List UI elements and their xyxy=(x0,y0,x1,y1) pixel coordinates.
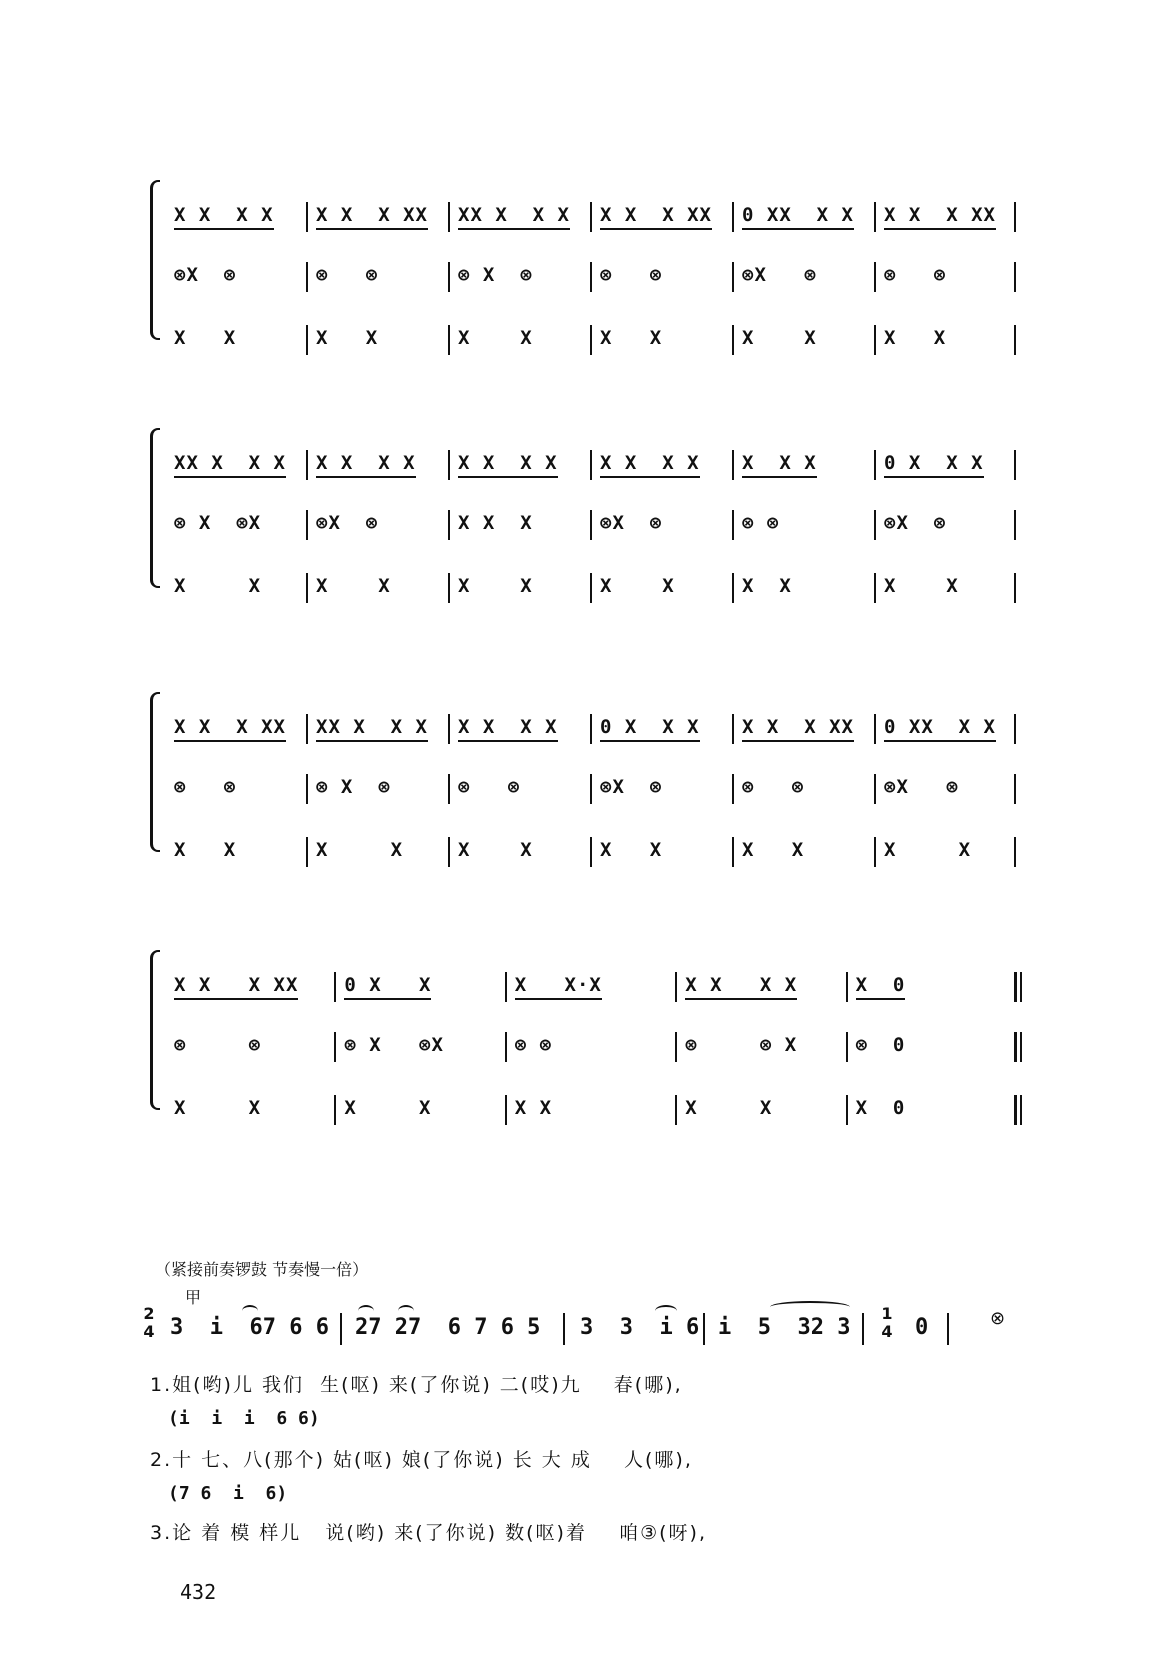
melody-measure: 0 xyxy=(915,1315,929,1340)
barline xyxy=(306,774,308,804)
barline xyxy=(334,1095,336,1125)
measure-notes: ⊗ ⊗ xyxy=(600,264,663,286)
perc-line-2: (7 6 i 6) xyxy=(168,1483,288,1504)
staff-row xyxy=(168,262,1020,292)
barline xyxy=(1014,714,1016,744)
barline xyxy=(732,325,734,355)
measure-notes: ⊗ ⊗ xyxy=(316,264,379,286)
measure-notes: 0 XX X X xyxy=(742,204,854,230)
barline xyxy=(306,510,308,540)
time-signature: 2 4 xyxy=(143,1304,155,1341)
measure-notes: ⊗X ⊗ xyxy=(316,512,379,534)
measure-notes: ⊗X ⊗ xyxy=(742,264,817,286)
barline xyxy=(448,573,450,603)
slur xyxy=(242,1305,258,1317)
staff-row xyxy=(168,325,1020,355)
lyric-line-2: 2.十 七、八(那个) 姑(呕) 娘(了你说) 长 大 成 人(哪), xyxy=(150,1449,693,1471)
measure-notes: X X X XX xyxy=(174,974,298,1000)
measure-notes: X X X XX xyxy=(174,716,286,742)
barline xyxy=(846,972,848,1002)
measure-notes: X X xyxy=(174,327,237,349)
lyric-line-1: 1.姐(哟)儿 我们 生(呕) 来(了你说) 二(哎)九 春(哪), xyxy=(150,1374,683,1396)
measure-notes: 0 X X xyxy=(344,974,431,1000)
barline xyxy=(590,573,592,603)
barline xyxy=(732,774,734,804)
barline xyxy=(505,972,507,1002)
measure-notes: X X xyxy=(174,575,262,597)
barline xyxy=(703,1313,705,1345)
measure-notes: X X X X xyxy=(458,716,558,742)
barline xyxy=(1014,510,1016,540)
barline xyxy=(675,1032,677,1062)
barline xyxy=(1014,774,1016,804)
time-signature: 1 4 xyxy=(881,1304,893,1341)
barline xyxy=(732,450,734,480)
barline xyxy=(874,510,876,540)
measure-notes: X 0 xyxy=(855,1097,906,1119)
measure-notes: 0 XX X X xyxy=(884,716,996,742)
barline xyxy=(874,573,876,603)
staff-row xyxy=(168,1095,1020,1125)
lyric-line-3: 3.论 着 模 样儿 说(哟) 来(了你说) 数(呕)着 咱③(呀), xyxy=(150,1522,707,1544)
melody-measure: 3 3 i 6 xyxy=(580,1315,700,1340)
system-brace xyxy=(150,180,160,340)
barline xyxy=(306,325,308,355)
measure-notes: ⊗X ⊗ xyxy=(600,512,663,534)
system-brace xyxy=(150,428,160,588)
staff-row xyxy=(168,1032,1020,1062)
barline xyxy=(448,202,450,232)
measure-notes: XX X X X xyxy=(458,204,570,230)
measure-notes: X X xyxy=(344,1097,432,1119)
measure-notes: ⊗ ⊗ xyxy=(742,512,780,534)
barline xyxy=(732,202,734,232)
measure-notes: ⊗ X ⊗ xyxy=(458,264,533,286)
barline xyxy=(1014,325,1016,355)
measure-notes: X X xyxy=(884,575,959,597)
barline xyxy=(1014,262,1016,292)
barline xyxy=(1014,837,1016,867)
measure-notes: 0 X X X xyxy=(600,716,700,742)
measure-notes: X X X XX xyxy=(316,204,428,230)
perc-line-1: (i i i 6 6) xyxy=(168,1408,320,1429)
score-system-1 xyxy=(150,180,1020,349)
measure-notes: ⊗ ⊗ xyxy=(458,776,521,798)
barline xyxy=(505,1095,507,1125)
barline xyxy=(590,774,592,804)
barline xyxy=(448,774,450,804)
measure-notes: ⊗ ⊗ X xyxy=(685,1034,798,1056)
barline xyxy=(846,1032,848,1062)
measure-notes: X X xyxy=(600,575,675,597)
measure-notes: ⊗ X ⊗ xyxy=(316,776,391,798)
staff-row xyxy=(168,510,1020,540)
measure-notes: ⊗X ⊗ xyxy=(884,776,959,798)
barline xyxy=(1014,972,1017,1002)
tempo-caption: （紧接前奏锣鼓 节奏慢一倍） xyxy=(155,1260,369,1279)
barline xyxy=(732,510,734,540)
measure-notes: ⊗X ⊗ xyxy=(600,776,663,798)
barline xyxy=(590,714,592,744)
score-system-3 xyxy=(150,692,1020,861)
staff-row xyxy=(168,450,1020,480)
barline xyxy=(448,510,450,540)
staff-row xyxy=(168,714,1020,744)
measure-notes: X X xyxy=(316,575,391,597)
measure-notes: X X·X xyxy=(515,974,602,1000)
melody-measure: 27 27 6 7 6 5 xyxy=(355,1315,541,1340)
barline xyxy=(675,1095,677,1125)
measure-notes: X X xyxy=(884,327,947,349)
measure-notes: ⊗ ⊗ xyxy=(514,1034,553,1056)
score-system-2 xyxy=(150,428,1020,597)
measure-notes: X X X xyxy=(458,512,533,534)
barline xyxy=(874,714,876,744)
barline xyxy=(874,262,876,292)
measure-notes: X X xyxy=(458,575,533,597)
barline xyxy=(874,774,876,804)
measure-notes: X X X XX xyxy=(884,204,996,230)
measure-notes: X X xyxy=(174,1097,262,1119)
barline xyxy=(732,837,734,867)
barline xyxy=(306,262,308,292)
barline xyxy=(874,450,876,480)
barline xyxy=(1014,573,1016,603)
measure-notes: X X xyxy=(458,327,533,349)
barline xyxy=(505,1032,507,1062)
measure-notes: X X xyxy=(600,839,663,861)
measure-notes: XX X X X xyxy=(316,716,428,742)
staff-row xyxy=(168,573,1020,603)
barline xyxy=(306,573,308,603)
measure-notes: X X xyxy=(174,839,237,861)
barline xyxy=(590,450,592,480)
barline xyxy=(590,837,592,867)
measure-notes: ⊗ ⊗ xyxy=(174,776,237,798)
barline xyxy=(947,1313,949,1345)
slur xyxy=(358,1305,374,1317)
barline xyxy=(563,1313,565,1345)
measure-notes: X X xyxy=(316,327,379,349)
staff-row xyxy=(168,202,1020,232)
measure-notes: X 0 xyxy=(856,974,906,1000)
barline xyxy=(590,325,592,355)
measure-notes: ⊗ X ⊗X xyxy=(344,1034,444,1056)
staff-row xyxy=(168,774,1020,804)
barline xyxy=(306,714,308,744)
staff-row xyxy=(168,837,1020,867)
barline xyxy=(874,837,876,867)
score-system-4 xyxy=(150,950,1020,1119)
barline xyxy=(448,450,450,480)
barline xyxy=(340,1313,342,1345)
measure-notes: X X X X xyxy=(600,452,700,478)
slur xyxy=(770,1301,850,1313)
system-brace xyxy=(150,692,160,852)
measure-notes: X X xyxy=(884,839,972,861)
circle-mark: ⊗ xyxy=(990,1308,1006,1329)
measure-notes: X X xyxy=(742,839,805,861)
barline xyxy=(862,1313,864,1345)
measure-notes: X X X X xyxy=(458,452,558,478)
measure-notes: X X X X xyxy=(316,452,416,478)
melody-measure: 3 i 67 6 6 xyxy=(170,1315,329,1340)
measure-notes: ⊗ ⊗ xyxy=(174,1034,262,1056)
slur xyxy=(655,1305,677,1317)
measure-notes: X X X xyxy=(742,452,817,478)
measure-notes: X X X XX xyxy=(742,716,854,742)
barline xyxy=(590,202,592,232)
barline xyxy=(732,262,734,292)
barline xyxy=(448,714,450,744)
measure-notes: X X xyxy=(458,839,533,861)
barline xyxy=(448,325,450,355)
barline xyxy=(448,262,450,292)
barline xyxy=(675,972,677,1002)
part-label: 甲 xyxy=(185,1288,202,1307)
measure-notes: X X X X xyxy=(174,204,274,230)
barline xyxy=(1014,1095,1017,1125)
measure-notes: X X xyxy=(742,575,792,597)
barline xyxy=(306,202,308,232)
slur xyxy=(398,1305,414,1317)
measure-notes: XX X X X xyxy=(174,452,286,478)
barline xyxy=(1014,1032,1017,1062)
barline xyxy=(306,450,308,480)
measure-notes: 0 X X X xyxy=(884,452,984,478)
system-brace xyxy=(150,950,160,1110)
measure-notes: X X X XX xyxy=(600,204,712,230)
measure-notes: ⊗ ⊗ xyxy=(742,776,805,798)
measure-notes: X X xyxy=(316,839,404,861)
measure-notes: ⊗ 0 xyxy=(855,1034,906,1056)
measure-notes: ⊗X ⊗ xyxy=(884,512,947,534)
barline xyxy=(334,1032,336,1062)
staff-row xyxy=(168,972,1020,1002)
barline xyxy=(334,972,336,1002)
measure-notes: X X xyxy=(514,1097,553,1119)
barline xyxy=(1014,450,1016,480)
barline xyxy=(590,262,592,292)
measure-notes: X X X X xyxy=(685,974,797,1000)
page-number: 432 xyxy=(180,1580,217,1604)
measure-notes: ⊗ ⊗ xyxy=(884,264,947,286)
barline xyxy=(1014,202,1016,232)
melody-line xyxy=(143,1304,1020,1355)
measure-notes: X X xyxy=(742,327,817,349)
measure-notes: ⊗ X ⊗X xyxy=(174,512,262,534)
barline xyxy=(590,510,592,540)
barline xyxy=(732,573,734,603)
barline xyxy=(306,837,308,867)
measure-notes: ⊗X ⊗ xyxy=(174,264,237,286)
measure-notes: X X xyxy=(600,327,663,349)
barline xyxy=(732,714,734,744)
barline xyxy=(874,325,876,355)
barline xyxy=(846,1095,848,1125)
barline xyxy=(448,837,450,867)
melody-measure: i 5 32 3 xyxy=(718,1315,851,1340)
measure-notes: X X xyxy=(685,1097,773,1119)
barline xyxy=(874,202,876,232)
